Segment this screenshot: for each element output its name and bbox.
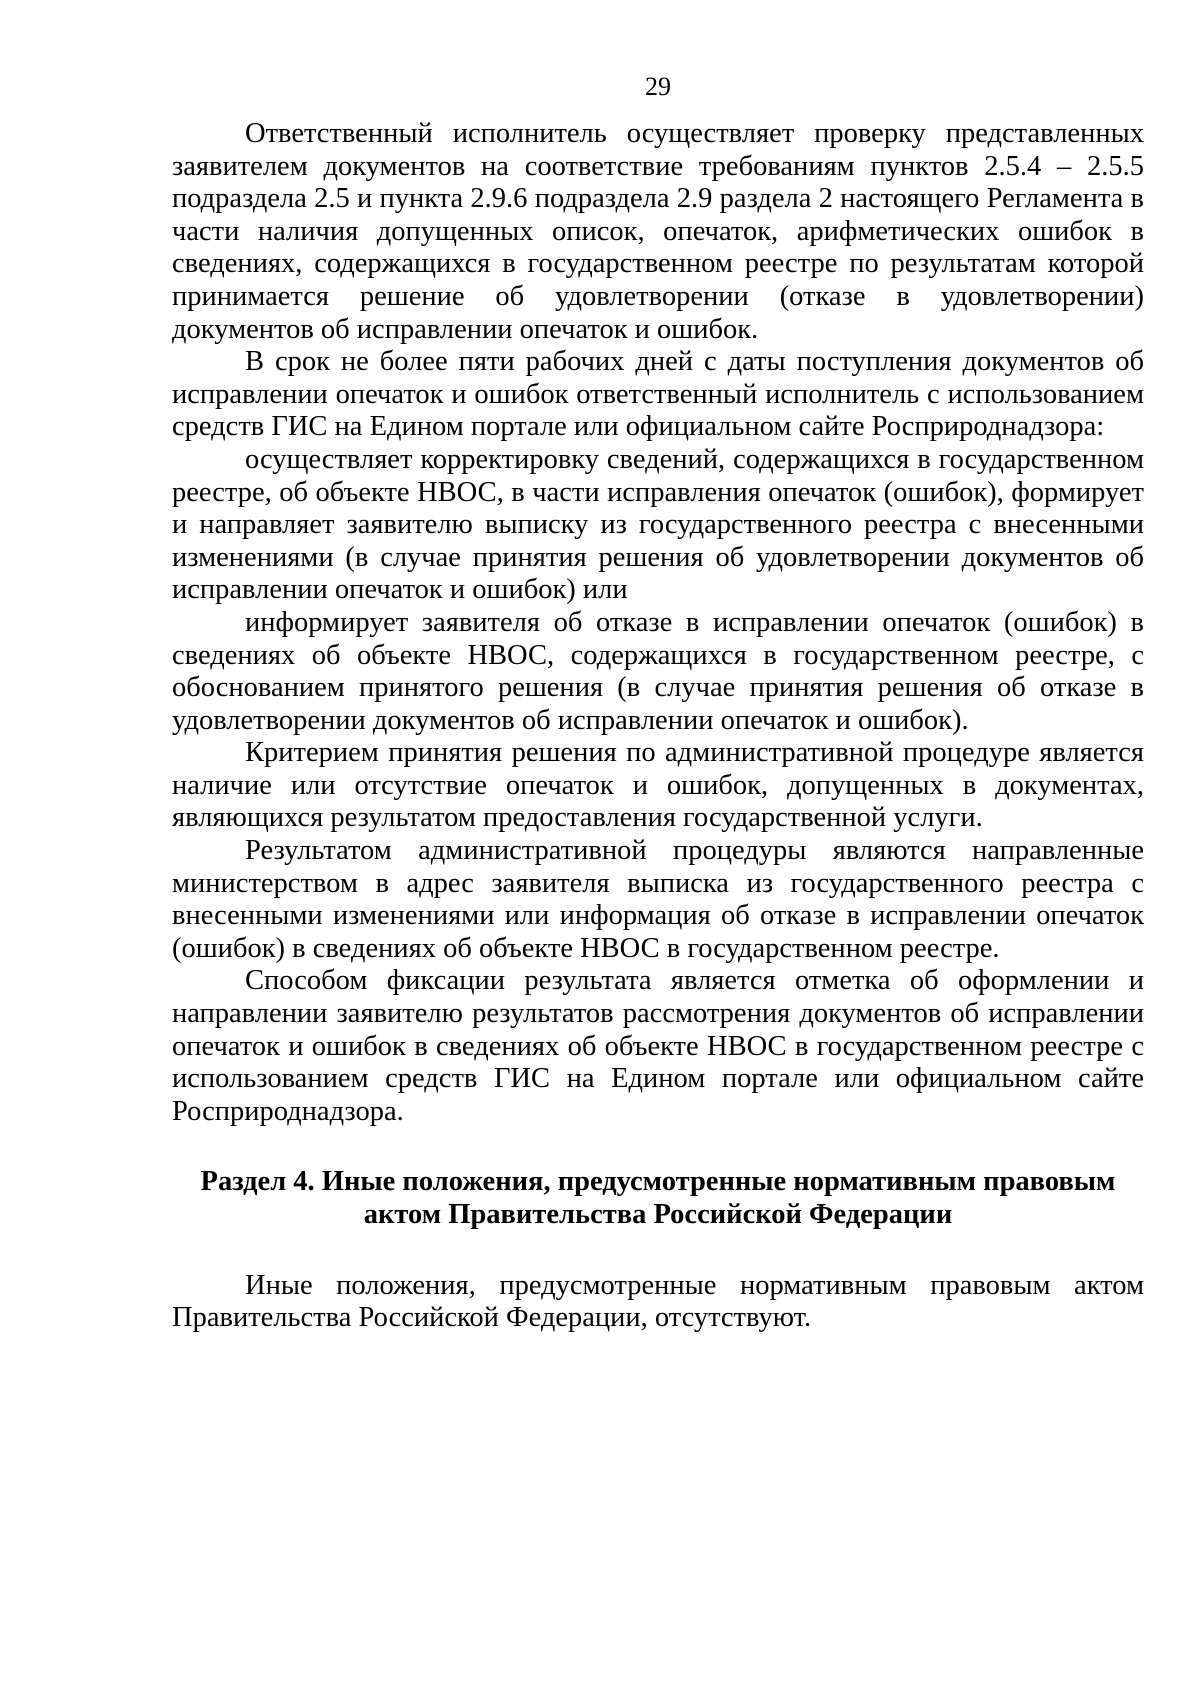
paragraph-criterion: Критерием принятия решения по административной процедуре является наличие или отсутствие опечаток и ошибок, допущенных в документах, являющихся результатом предоставления государственной услуги. bbox=[172, 737, 1144, 834]
section-body bbox=[172, 1270, 1144, 1335]
section-heading-line-1: Раздел 4. Иные положения, предусмотренные нормативным правовым bbox=[200, 1166, 1116, 1198]
paragraph-deadline: В срок не более пяти рабочих дней с даты поступления документов об исправлении опечаток и ошибок ответственный исполнитель с использованием средств ГИС на Едином портале или официальном сайте Росприроднадзора: bbox=[172, 346, 1144, 443]
paragraph-recording: Способом фиксации результата является отметка об оформлении и направлении заявителю результатов рассмотрения документов об исправлении опечаток и ошибок в сведениях об объекте НВОС в государственном реестре с использованием средств ГИС на Едином портале или официальном сайте Росприроднадзора. bbox=[172, 965, 1144, 1127]
paragraph-other-provisions: Иные положения, предусмотренные нормативным правовым актом Правительства Российской Федерации, отсутствуют. bbox=[172, 1269, 1144, 1334]
paragraph-refusal: информирует заявителя об отказе в исправлении опечаток (ошибок) в сведениях об объекте НВОС, содержащихся в государственном реестре, с обоснованием принятого решения (в случае принятия решения об отказе в удовлетворении документов об исправлении опечаток и ошибок). bbox=[172, 606, 1144, 736]
section-heading bbox=[172, 1166, 1144, 1231]
section-heading-line-2: актом Правительства Российской Федерации bbox=[363, 1199, 953, 1230]
paragraph-result: Результатом административной процедуры являются направленные министерством в адрес заявителя выписка из государственного реестра с внесенными изменениями или информация об отказе в исправлении опечаток (ошибок) в сведениях об объекте НВОС в государственном реестре. bbox=[172, 835, 1144, 964]
page-number: 29 bbox=[645, 72, 671, 101]
paragraph-verification: Ответственный исполнитель осуществляет проверку представленных заявителем документов на соответствие требованиям пунктов 2.5.4 – 2.5.5 подраздела 2.5 и пункта 2.9.6 подраздела 2.9 раздела 2 настоящего Регламента в части наличия допущенных описок, опечаток, арифметических ошибок в сведениях, содержащихся в государственном реестре по результатам которой принимается решение об удовлетворении (отказе в удовлетворении) документов об исправлении опечаток и ошибок. bbox=[172, 118, 1144, 345]
paragraph-correction: осуществляет корректировку сведений, содержащихся в государственном реестре, об объекте НВОС, в части исправления опечаток (ошибок), формирует и направляет заявителю выписку из государственного реестра с внесенными изменениями (в случае принятия решения об удовлетворении документов об исправлении опечаток и ошибок) или bbox=[172, 443, 1144, 606]
document-page bbox=[172, 70, 1144, 1335]
